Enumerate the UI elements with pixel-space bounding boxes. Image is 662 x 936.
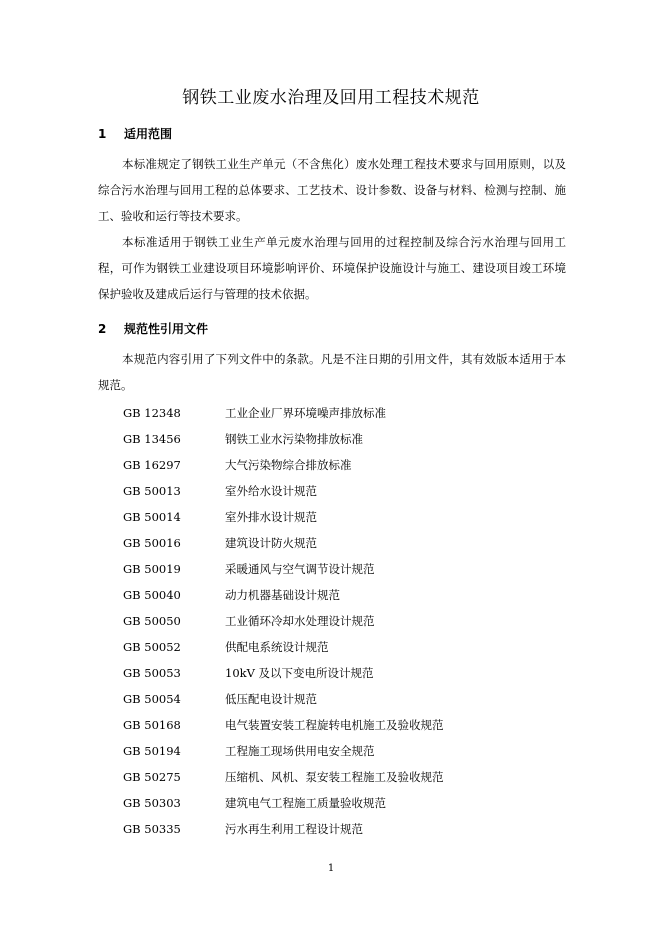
reference-name: 压缩机、风机、泵安装工程施工及验收规范 <box>225 770 444 784</box>
section-1-number: 1 <box>98 127 107 141</box>
section-1-title: 适用范围 <box>124 127 173 141</box>
reference-code: GB 50052 <box>123 640 181 654</box>
reference-code: GB 12348 <box>123 406 181 420</box>
reference-code: GB 50053 <box>123 666 181 680</box>
reference-item <box>123 686 444 712</box>
section-2-intro: 本规范内容引用了下列文件中的条款。凡是不注日期的引用文件，其有效版本适用于本规范。 <box>98 352 566 392</box>
reference-item <box>123 634 444 660</box>
reference-name: 10kV 及以下变电所设计规范 <box>225 666 374 680</box>
reference-code: GB 16297 <box>123 458 181 472</box>
document-title: 钢铁工业废水治理及回用工程技术规范 <box>182 88 480 108</box>
reference-item <box>123 556 444 582</box>
reference-code: GB 50275 <box>123 770 181 784</box>
reference-list <box>123 400 444 842</box>
reference-name: 电气装置安装工程旋转电机施工及验收规范 <box>225 718 444 732</box>
reference-code: GB 50013 <box>123 484 181 498</box>
page-number: 1 <box>327 863 335 874</box>
reference-name: 供配电系统设计规范 <box>225 640 329 654</box>
reference-name: 动力机器基础设计规范 <box>225 588 340 602</box>
reference-name: 钢铁工业水污染物排放标准 <box>225 432 363 446</box>
reference-item <box>123 582 444 608</box>
section-1-heading <box>98 126 172 142</box>
reference-item <box>123 738 444 764</box>
reference-code: GB 50050 <box>123 614 181 628</box>
reference-item <box>123 504 444 530</box>
reference-item <box>123 478 444 504</box>
reference-item <box>123 400 444 426</box>
reference-name: 建筑电气工程施工质量验收规范 <box>225 796 386 810</box>
reference-name: 工业企业厂界环境噪声排放标准 <box>225 406 386 420</box>
reference-name: 大气污染物综合排放标准 <box>225 458 352 472</box>
section-2-heading <box>98 321 208 337</box>
reference-item <box>123 608 444 634</box>
reference-code: GB 13456 <box>123 432 181 446</box>
reference-code: GB 50016 <box>123 536 181 550</box>
reference-code: GB 50194 <box>123 744 181 758</box>
section-1-paragraph-1: 本标准规定了钢铁工业生产单元（不含焦化）废水处理工程技术要求与回用原则，以及综合污水治理与回用工程的总体要求、工艺技术、设计参数、设备与材料、检测与控制、施工、验收和运行等技术要求。 <box>98 157 566 223</box>
reference-code: GB 50303 <box>123 796 181 810</box>
reference-name: 采暖通风与空气调节设计规范 <box>225 562 375 576</box>
section-2-title: 规范性引用文件 <box>124 322 209 336</box>
reference-item <box>123 712 444 738</box>
reference-item <box>123 816 444 842</box>
section-1-paragraph-2: 本标准适用于钢铁工业生产单元废水治理与回用的过程控制及综合污水治理与回用工程，可作为钢铁工业建设项目环境影响评价、环境保护设施设计与施工、建设项目竣工环境保护验收及建成后运行与管理的技术依据。 <box>98 235 566 301</box>
reference-code: GB 50168 <box>123 718 181 732</box>
reference-name: 工程施工现场供用电安全规范 <box>225 744 375 758</box>
reference-name: 工业循环冷却水处理设计规范 <box>225 614 375 628</box>
reference-name: 室外排水设计规范 <box>225 510 317 524</box>
reference-code: GB 50335 <box>123 822 181 836</box>
section-2-number: 2 <box>98 322 107 336</box>
reference-item <box>123 660 444 686</box>
reference-code: GB 50040 <box>123 588 181 602</box>
reference-code: GB 50054 <box>123 692 181 706</box>
reference-item <box>123 426 444 452</box>
reference-name: 建筑设计防火规范 <box>225 536 317 550</box>
reference-name: 污水再生利用工程设计规范 <box>225 822 363 836</box>
reference-name: 低压配电设计规范 <box>225 692 317 706</box>
reference-item <box>123 530 444 556</box>
reference-item <box>123 790 444 816</box>
reference-item <box>123 452 444 478</box>
reference-code: GB 50019 <box>123 562 181 576</box>
reference-name: 室外给水设计规范 <box>225 484 317 498</box>
reference-item <box>123 764 444 790</box>
reference-code: GB 50014 <box>123 510 181 524</box>
